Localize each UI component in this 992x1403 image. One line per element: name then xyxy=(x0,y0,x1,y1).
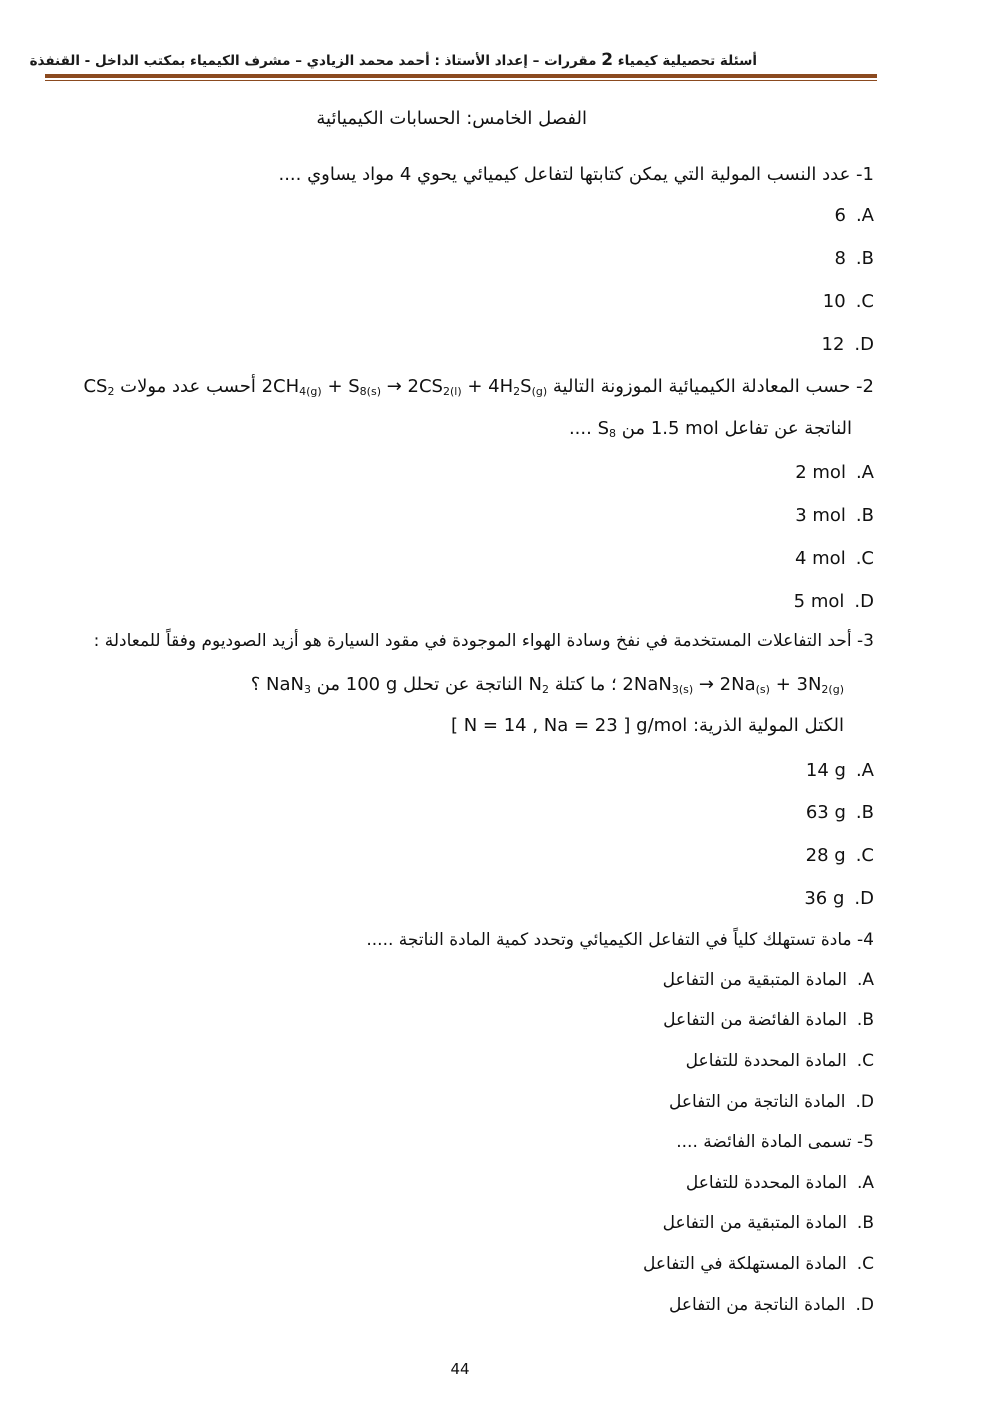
question-2-line2: الناتجة عن تفاعل 1.5 mol من $S_8$ .... xyxy=(568,418,852,440)
question-text: أحد التفاعلات المستخدمة في نفخ وسادة الهواء الموجودة في مقود السيارة هو أزيد الصوديوم وفقاً للمعادلة : xyxy=(93,631,852,651)
header-rule-thin xyxy=(45,80,877,81)
option-4c: المادة المحددة للتفاعل .C xyxy=(685,1051,874,1071)
question-number: 5- xyxy=(857,1132,874,1152)
option-2c: 4 mol .C xyxy=(794,548,874,569)
chapter-title: الفصل الخامس: الحسابات الكيميائية xyxy=(316,108,587,129)
question-number: 2- xyxy=(856,376,874,397)
nan3-formula: NaN$_3$ xyxy=(265,674,311,696)
question-1 xyxy=(278,164,874,185)
option-2a: 2 mol .A xyxy=(795,462,874,483)
question-number: 3- xyxy=(857,631,874,651)
option-2d: 5 mol .D xyxy=(793,591,874,612)
option-5a: المادة المحددة للتفاعل .A xyxy=(685,1173,874,1193)
option-3b: 63 g .B xyxy=(805,802,874,823)
question-number: 1- xyxy=(856,164,874,185)
option-1d: 12 .D xyxy=(821,334,874,355)
header-text: أسئلة تحصيلية كيمياء xyxy=(617,53,757,69)
question-4 xyxy=(366,930,874,950)
question-text-2: أحسب عدد مولات xyxy=(120,376,256,397)
question-2 xyxy=(83,376,874,397)
atomic-masses: الكتل المولية الذرية: [ N = 14 , Na = 23 ] g/mol xyxy=(450,715,844,736)
option-1a: 6 .A xyxy=(834,205,874,226)
question-3-line2: $2NaN_{3(s)} \to 2Na_{(s)} + 3N_{2(g)}$ ؛ ما كتلة $N_2$ الناتجة عن تحلل 100 g من NaN$_3$ ؟ xyxy=(250,674,844,696)
option-1c: 10 .C xyxy=(822,291,874,312)
option-3a: 14 g .A xyxy=(805,760,874,781)
option-5b: المادة المتبقية من التفاعل .B xyxy=(662,1213,874,1233)
question-3 xyxy=(94,631,874,651)
option-1b: 8 .B xyxy=(834,248,874,269)
equation-2: $2CH_{4(g)} + S_{8(s)} \to 2CS_{2(l)} + 4H_2S_{(g)}$ xyxy=(261,376,548,398)
option-5c: المادة المستهلكة في التفاعل .C xyxy=(643,1254,874,1274)
option-5d: المادة الناتجة من التفاعل .D xyxy=(668,1295,874,1315)
option-4d: المادة الناتجة من التفاعل .D xyxy=(668,1092,874,1112)
s8-formula: $S_8$ xyxy=(597,418,616,440)
page-header xyxy=(30,50,757,70)
n2-formula: $N_2$ xyxy=(528,674,550,696)
option-3d: 36 g .D xyxy=(804,888,874,909)
question-text: عدد النسب المولية التي يمكن كتابتها لتفاعل كيميائي يحوي 4 مواد يساوي .... xyxy=(278,164,851,185)
option-4a: المادة المتبقية من التفاعل .A xyxy=(662,970,874,990)
header-rule-thick xyxy=(45,74,877,78)
question-5 xyxy=(676,1132,874,1152)
question-text: تسمى المادة الفائضة .... xyxy=(676,1132,852,1152)
page-number: 44 xyxy=(450,1360,470,1378)
question-text: حسب المعادلة الكيميائية الموزونة التالية xyxy=(552,376,851,397)
option-3c: 28 g .C xyxy=(805,845,874,866)
cs2-formula: $CS_2$ xyxy=(83,376,115,398)
option-2b: 3 mol .B xyxy=(795,505,874,526)
header-number: 2 xyxy=(601,50,614,70)
header-text-2: مقررات – إعداد الأستاذ : أحمد محمد الزيادي – مشرف الكيمياء بمكتب الداخل - القنفذة xyxy=(29,53,597,69)
question-number: 4- xyxy=(857,930,874,950)
equation-3: $2NaN_{3(s)} \to 2Na_{(s)} + 3N_{2(g)}$ xyxy=(622,674,844,696)
option-4b: المادة الفائضة من التفاعل .B xyxy=(663,1010,874,1030)
question-text: مادة تستهلك كلياً في التفاعل الكيميائي وتحدد كمية المادة الناتجة ..... xyxy=(366,930,852,950)
